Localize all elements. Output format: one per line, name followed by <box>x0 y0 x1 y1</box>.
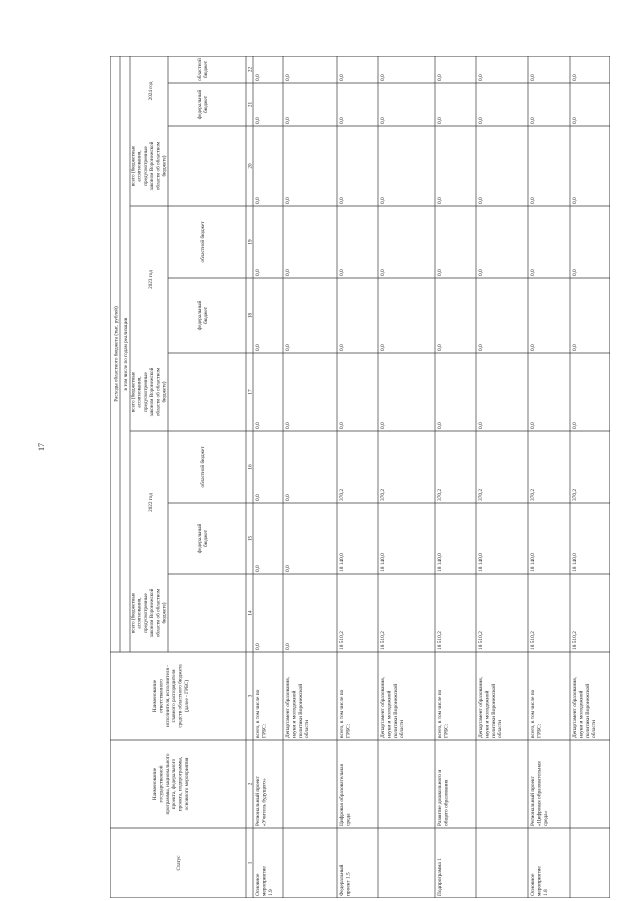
row-value: 0,0 <box>339 269 345 276</box>
row-executor: всего, в том числе поГРБС: <box>530 689 543 738</box>
row-value: 0,0 <box>380 422 386 429</box>
column-number: 18 <box>247 312 254 319</box>
row-value: 0,0 <box>572 422 578 429</box>
row-value: 0,0 <box>255 422 261 429</box>
row-executor: всего, в том числе поГРБС: <box>255 689 268 738</box>
row-value: 0,0 <box>478 197 484 204</box>
row-executor: Департамент образования,науки и молодежнойполитики Воронежскойобласти <box>285 676 311 738</box>
row-value: 0,0 <box>478 74 484 81</box>
column-number: 16 <box>247 464 254 470</box>
row-value: 0,0 <box>255 494 261 501</box>
row-executor: Департамент образования,науки и молодежнойполитики Воронежскойобласти <box>572 676 598 738</box>
header-total: всего (бюджетныеассигнования,предусмотренныезаконом Воронежскойобласти об областномбюджете) <box>130 367 168 417</box>
column-number: 22 <box>247 66 254 73</box>
row-value: 0,0 <box>437 74 443 81</box>
row-value: 0,0 <box>339 197 345 204</box>
row-value: 0,0 <box>255 643 261 650</box>
column-number: 2 <box>247 782 254 786</box>
header-year-2022: 2022 год <box>148 493 154 512</box>
header-total: всего (бюджетныеассигнования,предусмотренныезаконом Воронежскойобласти об областномбюджете) <box>130 141 168 191</box>
row-executor: Департамент образования,науки и молодежнойполитики Воронежскойобласти <box>478 676 504 738</box>
row-value: 370,2 <box>530 488 536 501</box>
row-value: 0,0 <box>380 197 386 204</box>
row-value: 0,0 <box>255 344 261 351</box>
row-value: 0,0 <box>285 565 291 572</box>
table-body <box>110 56 610 898</box>
row-value: 370,2 <box>380 488 386 501</box>
row-value: 0,0 <box>478 117 484 124</box>
row-value: 0,0 <box>437 197 443 204</box>
header-year-2023: 2023 год <box>148 270 154 289</box>
row-name: Региональный проект«Цифровая образовательнаясреда» <box>530 761 549 826</box>
row-value: 0,0 <box>285 344 291 351</box>
row-value: 18 510,2 <box>380 631 386 650</box>
row-value: 0,0 <box>530 197 536 204</box>
row-value: 18 510,2 <box>478 631 484 650</box>
header-expenses: Расходы областного бюджета (тыс. рублей) <box>113 306 120 402</box>
column-number: 21 <box>247 101 254 108</box>
row-value: 0,0 <box>285 494 291 501</box>
row-value: 0,0 <box>478 344 484 351</box>
row-value: 0,0 <box>339 117 345 124</box>
row-value: 0,0 <box>530 74 536 81</box>
row-status: Федеральныйпроект 1.5 <box>339 864 352 896</box>
header-executor: Наименованиеответственногоисполнителя, исполнителя -главного распорядителясредств областного бюджета(далее - ГРБС) <box>152 664 190 728</box>
row-value: 18 140,0 <box>478 553 484 572</box>
header-total: всего (бюджетныеассигнования,предусмотренныезаконом Воронежскойобласти об областномбюджете) <box>130 588 168 638</box>
header-regional-budget: областной бюджет <box>200 221 206 263</box>
row-value: 0,0 <box>255 197 261 204</box>
row-value: 18 510,2 <box>572 631 578 650</box>
row-value: 0,0 <box>437 422 443 429</box>
header-status: Статус <box>176 855 182 871</box>
row-value: 370,2 <box>572 488 578 501</box>
row-value: 370,2 <box>478 488 484 501</box>
row-value: 370,2 <box>437 488 443 501</box>
header-year-2024: 2024 год <box>148 81 154 101</box>
header-by-years: в том числе по годам реализации <box>123 317 129 391</box>
row-value: 0,0 <box>380 269 386 276</box>
row-value: 0,0 <box>285 74 291 81</box>
budget-table <box>110 56 610 898</box>
header-regional-budget: областнойбюджет <box>196 58 210 81</box>
row-value: 18 140,0 <box>572 553 578 572</box>
row-value: 18 510,2 <box>339 631 345 650</box>
row-value: 0,0 <box>285 197 291 204</box>
header-federal-budget: федеральныйбюджет <box>196 300 210 331</box>
row-name: Развитие дошкольного иобщего образования <box>437 769 450 826</box>
row-executor: всего, в том числе поГРБС: <box>437 689 450 738</box>
column-number: 17 <box>247 389 254 395</box>
row-name: Цифровая образовательнаясреда <box>339 763 352 826</box>
row-value: 0,0 <box>339 74 345 81</box>
header-federal-budget: федеральныйбюджет <box>196 89 210 120</box>
row-status: Подпрограмма 1 <box>437 858 443 896</box>
row-value: 0,0 <box>437 344 443 351</box>
column-number: 19 <box>247 239 254 245</box>
row-status: Основноемероприятие1.9 <box>255 866 274 896</box>
row-value: 0,0 <box>572 117 578 124</box>
row-value: 0,0 <box>255 74 261 81</box>
row-value: 0,0 <box>285 422 291 429</box>
row-value: 0,0 <box>572 74 578 81</box>
row-value: 0,0 <box>437 117 443 124</box>
header-regional-budget: областной бюджет <box>200 446 206 488</box>
row-value: 0,0 <box>572 344 578 351</box>
column-number: 3 <box>247 694 254 698</box>
row-value: 0,0 <box>285 117 291 124</box>
row-value: 0,0 <box>255 565 261 572</box>
row-value: 0,0 <box>437 269 443 276</box>
row-executor: Департамент образования,науки и молодежнойполитики Воронежскойобласти <box>380 676 406 738</box>
row-value: 0,0 <box>478 422 484 429</box>
row-name: Региональный проект«Учитель будущего» <box>255 776 268 826</box>
row-value: 0,0 <box>255 117 261 124</box>
row-value: 0,0 <box>530 344 536 351</box>
row-value: 0,0 <box>380 117 386 124</box>
header-program-name: Наименованиегосударственнойпрограммы, национальногопроекта, федеральногопроекта, подпрограммы,основного мероприятия <box>152 753 190 815</box>
row-value: 0,0 <box>478 269 484 276</box>
row-value: 0,0 <box>530 117 536 124</box>
row-value: 0,0 <box>530 269 536 276</box>
row-value: 0,0 <box>339 344 345 351</box>
column-number: 20 <box>247 163 254 169</box>
page-number: 17 <box>37 443 46 451</box>
row-value: 0,0 <box>530 422 536 429</box>
header-federal-budget: федеральныйбюджет <box>196 523 210 554</box>
row-value: 0,0 <box>339 422 345 429</box>
row-value: 0,0 <box>255 269 261 276</box>
row-value: 0,0 <box>572 269 578 276</box>
row-status: Основноемероприятие1.8 <box>530 866 549 896</box>
row-value: 0,0 <box>285 643 291 650</box>
row-value: 0,0 <box>380 344 386 351</box>
row-value: 18 510,2 <box>530 631 536 650</box>
row-value: 18 140,0 <box>380 553 386 572</box>
row-value: 0,0 <box>572 197 578 204</box>
row-value: 18 140,0 <box>530 553 536 572</box>
row-value: 0,0 <box>380 74 386 81</box>
column-number: 1 <box>247 861 254 865</box>
column-number: 14 <box>247 610 254 616</box>
row-value: 18 510,2 <box>437 631 443 650</box>
row-value: 0,0 <box>285 269 291 276</box>
row-value: 18 140,0 <box>339 553 345 572</box>
row-value: 18 140,0 <box>437 553 443 572</box>
column-number: 15 <box>247 535 254 542</box>
row-executor: всего, в том числе поГРБС: <box>339 689 352 738</box>
row-value: 370,2 <box>339 488 345 501</box>
